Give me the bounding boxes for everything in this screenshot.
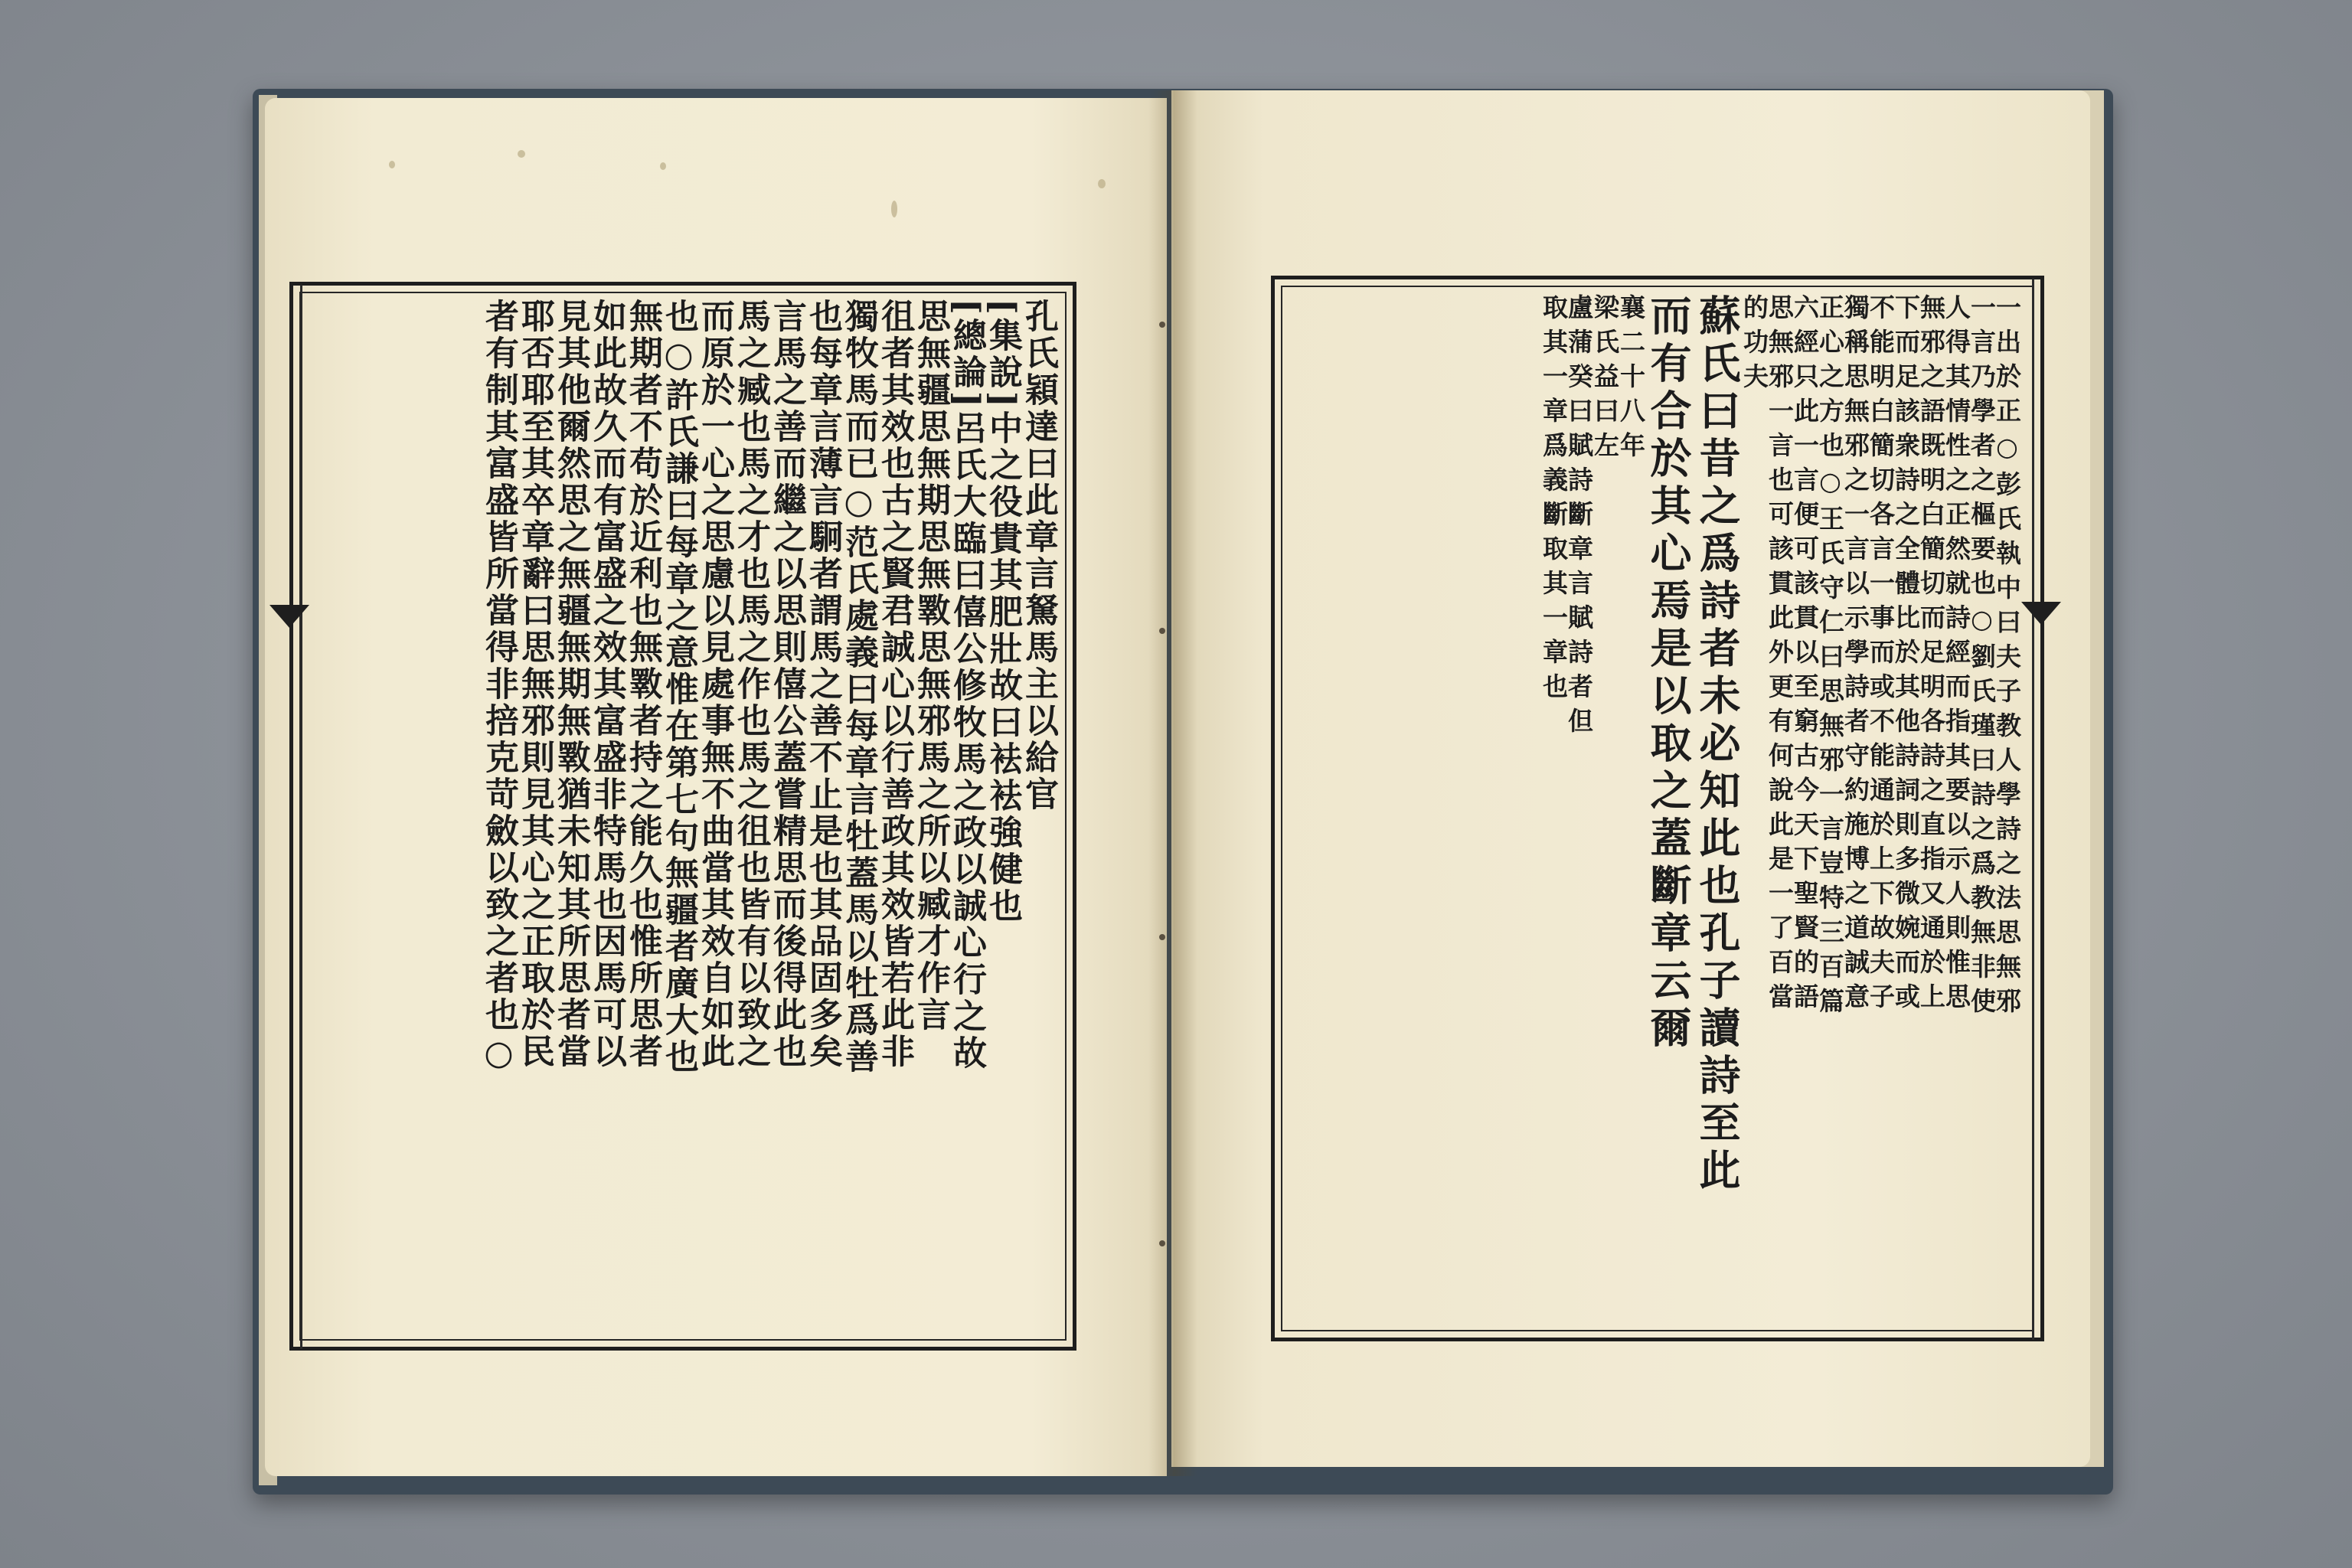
text-column: 取其一章爲義斷取其一章也 — [1539, 294, 1569, 707]
text-column: 孔氏穎達曰此章言駑馬主以給官 — [1019, 299, 1058, 813]
text-column: 也○許氏謙曰每章之意惟在第七句無疆者廣大也 — [659, 299, 698, 1076]
left-fishtail-mark — [270, 605, 309, 628]
text-column: 思無疆思無期思無斁思無邪馬之所以臧才作言 — [911, 299, 950, 1034]
right-center-strip-line — [2032, 279, 2034, 1340]
right-text-body — [1292, 294, 2020, 1328]
text-column: 馬之臧也馬之才也馬之作也馬之徂也皆有以致之 — [731, 299, 770, 1070]
text-column: 思無邪一言也可該貫此外更有何說此是一了百當 — [1765, 294, 1795, 1018]
text-column: [集說]中之役貴其肥壯故曰袪袪強健也 — [983, 299, 1022, 925]
text-column: 見其他爾然思之無疆無期無斁猶未知其所思者當 — [551, 299, 590, 1070]
wormhole — [891, 201, 897, 217]
wormhole — [518, 150, 525, 158]
right-fishtail-mark — [2021, 602, 2061, 625]
binding-thread — [1159, 628, 1165, 634]
text-column: 襄二十八年 — [1616, 294, 1646, 466]
text-column: 六經只此一言便可該貫以至窮古今天下聖賢的語 — [1790, 294, 1820, 1018]
text-column: 無期者不苟於近利也無斁者持之能久也惟所思者 — [623, 299, 662, 1070]
left-center-strip-line — [300, 285, 302, 1349]
text-column: 而原於一心之思慮以見處事無不曲當其效自如此 — [695, 299, 734, 1070]
left-text-body — [314, 299, 1057, 1332]
text-column: 的功夫 — [1740, 294, 1769, 397]
wormhole — [389, 161, 395, 168]
text-column: 下而足該衆詩之全體比於其他詩詞則多微婉而或 — [1891, 294, 1921, 1018]
text-column: 如此故久而有富盛之效其富盛非特馬也因馬可以 — [587, 299, 626, 1070]
text-column: 盧蒲癸曰賦詩斷章言賦詩者但 — [1564, 294, 1594, 742]
text-column: 無邪之語既明白簡切而足明各詩之直指又通於上 — [1916, 294, 1946, 1018]
text-column: 一出於正○彭氏執中曰夫子教人學詩之法思無邪 — [1992, 294, 2022, 1022]
text-column: 者有制其富盛皆所當得非掊克苛斂以致之者也○ — [479, 299, 518, 1076]
binding-thread — [1159, 322, 1165, 328]
text-column-large: 而有合於其心焉是以取之蓋斷章云爾 — [1644, 294, 1693, 1054]
text-column: 言馬之善而繼之以思則僖公蓋嘗精思而後得此也 — [767, 299, 806, 1070]
binding-thread — [1159, 1240, 1165, 1246]
text-column: 一言乃學者之樞要也○劉氏瑾曰詩之爲教無非使 — [1967, 294, 1997, 1022]
text-column: 正心之方也○王氏守仁曰思無邪一言豈特三百篇 — [1815, 294, 1845, 1022]
wormhole — [660, 162, 666, 170]
text-column: 梁氏益曰左 — [1590, 294, 1620, 466]
wormhole — [1098, 179, 1106, 188]
text-column: 也每章言薄言駉者謂馬之善不止是也其品固多矣 — [803, 299, 842, 1070]
text-column: 人得其情性之正然就詩經而指其要以示人則惟思 — [1942, 294, 1971, 1018]
text-column: 徂者其效也古之賢君誠心以行善政其效皆若此非 — [875, 299, 914, 1070]
text-column: 獨牧馬而已○范氏處義曰每章言牡蓋馬以牡爲善 — [839, 299, 878, 1076]
text-column: 不能明白簡切各言一事而或不能通於上下故夫子 — [1866, 294, 1896, 1018]
text-column: 耶否耶至其卒章辭曰思無邪則見其心之正取於民 — [515, 299, 554, 1070]
book-gutter — [1148, 90, 1197, 1476]
binding-thread — [1159, 934, 1165, 940]
text-column: 獨稱思無邪之一言以示學詩者守約施博之道誠意 — [1841, 294, 1870, 1018]
text-column: [總論]呂氏大臨曰僖公修牧馬之政以誠心行之故 — [947, 299, 986, 1072]
text-column-large: 蘇氏曰昔之爲詩者未必知此也孔子讀詩至此 — [1693, 294, 1742, 1196]
